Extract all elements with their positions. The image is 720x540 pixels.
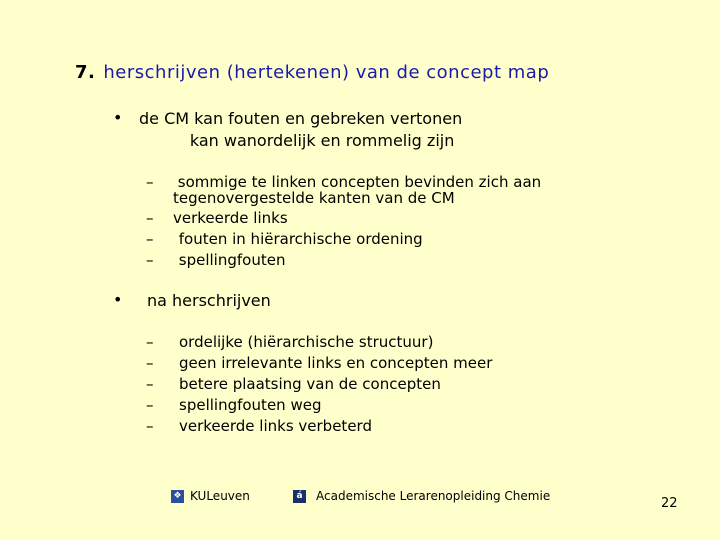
dash-icon: – xyxy=(146,230,154,248)
dash-icon: – xyxy=(146,396,154,414)
dash-icon: – xyxy=(146,173,154,191)
sub-item-text: spellingfouten xyxy=(174,251,286,269)
footer-academische-label: Academische Lerarenopleiding Chemie xyxy=(316,489,551,503)
dash-icon: – xyxy=(146,209,154,227)
kuleuven-logo-icon: ❖ xyxy=(171,490,184,503)
page-number: 22 xyxy=(661,496,678,511)
sub-item-text: geen irrelevante links en concepten meer xyxy=(179,354,493,372)
dash-icon: – xyxy=(146,375,154,393)
footer-right xyxy=(293,489,550,503)
bullet-dot-icon: • xyxy=(113,108,123,127)
section-number: 7. xyxy=(75,62,96,83)
footer-kuleuven-label: KULeuven xyxy=(190,489,250,503)
bullet-line: kan wanordelijk en rommelig zijn xyxy=(139,131,455,150)
bullet-line: de CM kan fouten en gebreken vertonen xyxy=(139,109,463,128)
footer-left xyxy=(171,489,250,503)
dash-icon: – xyxy=(146,417,154,435)
academische-logo-icon: á xyxy=(293,490,306,503)
sub-item-text: sommige te linken concepten bevinden zich aan xyxy=(173,173,542,191)
slide-title xyxy=(75,62,549,83)
bullet-line: na herschrijven xyxy=(147,291,271,310)
sub-item-text: verkeerde links xyxy=(173,209,288,227)
dash-icon: – xyxy=(146,354,154,372)
sub-item-text: spellingfouten weg xyxy=(179,396,322,414)
dash-icon: – xyxy=(146,333,154,351)
bullet-dot-icon: • xyxy=(113,290,123,309)
sub-item-text: betere plaatsing van de concepten xyxy=(179,375,441,393)
sub-item-text: tegenovergestelde kanten van de CM xyxy=(173,189,455,207)
dash-icon: – xyxy=(146,251,154,269)
sub-item-text: fouten in hiërarchische ordening xyxy=(174,230,423,248)
title-text: herschrijven (hertekenen) van de concept map xyxy=(103,62,550,83)
sub-item-text: verkeerde links verbeterd xyxy=(179,417,372,435)
sub-item-text: ordelijke (hiërarchische structuur) xyxy=(179,333,434,351)
